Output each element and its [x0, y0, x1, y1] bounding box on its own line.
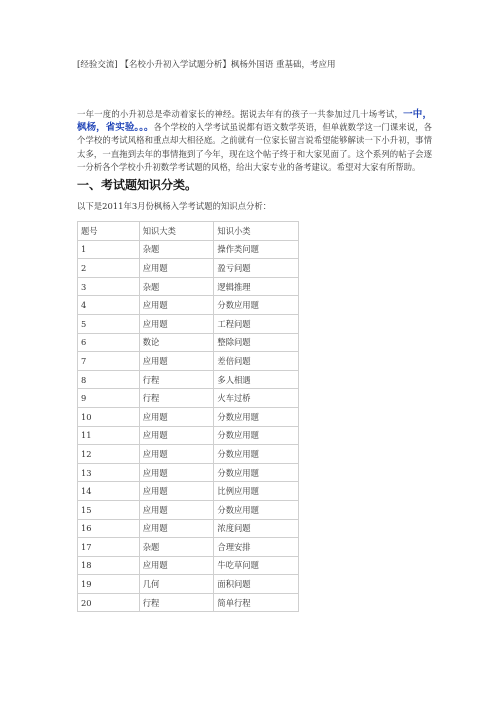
table-row [78, 426, 299, 445]
cell-category: 应用题 [139, 445, 214, 464]
intro-paragraph [77, 108, 432, 174]
cell-category: 杂题 [139, 240, 214, 259]
table-row [78, 389, 299, 408]
table-header-row [78, 222, 299, 241]
table-row [78, 463, 299, 482]
cell-number: 5 [78, 314, 140, 333]
cell-subcategory: 盈亏问题 [214, 259, 299, 278]
cell-number: 14 [78, 482, 140, 501]
cell-number: 10 [78, 407, 140, 426]
cell-subcategory: 简单行程 [214, 593, 299, 612]
cell-subcategory: 多人相遇 [214, 370, 299, 389]
cell-number: 19 [78, 575, 140, 594]
cell-number: 18 [78, 556, 140, 575]
table-row [78, 556, 299, 575]
table-row [78, 575, 299, 594]
table-row [78, 445, 299, 464]
table-row [78, 277, 299, 296]
cell-number: 15 [78, 500, 140, 519]
cell-number: 2 [78, 259, 140, 278]
cell-subcategory: 火车过桥 [214, 389, 299, 408]
cell-category: 杂题 [139, 538, 214, 557]
cell-number: 4 [78, 296, 140, 315]
cell-number: 13 [78, 463, 140, 482]
cell-category: 应用题 [139, 296, 214, 315]
header-cell-subcategory: 知识小类 [214, 222, 299, 241]
cell-category: 应用题 [139, 519, 214, 538]
intro-text-after: 各个学校的入学考试虽说都有语文数学英语，但单就数学这一门课来说，各个学校的考试风格和重点却大相径庭。之前就有一位家长留言说希望能够解读一下小升初，事情太多，一直拖到去年的事情拖到了今年，现在这个帖子终于和大家见面了。这个系列的帖子会逐一分析各个学校小升初数学考试题的风格，给出大家专业的备考建议。希望对大家有所帮助。 [77, 122, 432, 172]
cell-number: 6 [78, 333, 140, 352]
cell-category: 应用题 [139, 463, 214, 482]
cell-subcategory: 操作类问题 [214, 240, 299, 259]
cell-category: 应用题 [139, 426, 214, 445]
cell-subcategory: 分数应用题 [214, 407, 299, 426]
cell-subcategory: 分数应用题 [214, 296, 299, 315]
table-row [78, 407, 299, 426]
cell-subcategory: 分数应用题 [214, 426, 299, 445]
cell-number: 7 [78, 352, 140, 371]
cell-subcategory: 分数应用题 [214, 445, 299, 464]
header-cell-number: 题号 [78, 222, 140, 241]
cell-category: 应用题 [139, 352, 214, 371]
cell-number: 8 [78, 370, 140, 389]
knowledge-point-table [77, 221, 299, 612]
cell-category: 应用题 [139, 482, 214, 501]
cell-subcategory: 浓度问题 [214, 519, 299, 538]
table-row [78, 314, 299, 333]
header-cell-category: 知识大类 [139, 222, 214, 241]
cell-subcategory: 逻辑推理 [214, 277, 299, 296]
table-row [78, 519, 299, 538]
cell-category: 数论 [139, 333, 214, 352]
table-row [78, 500, 299, 519]
cell-category: 应用题 [139, 500, 214, 519]
cell-category: 杂题 [139, 277, 214, 296]
cell-subcategory: 差倍问题 [214, 352, 299, 371]
cell-subcategory: 比例应用题 [214, 482, 299, 501]
table-row [78, 296, 299, 315]
cell-number: 12 [78, 445, 140, 464]
cell-number: 9 [78, 389, 140, 408]
table-row [78, 333, 299, 352]
table-row [78, 240, 299, 259]
cell-category: 应用题 [139, 259, 214, 278]
cell-subcategory: 分数应用题 [214, 500, 299, 519]
cell-category: 应用题 [139, 407, 214, 426]
table-row [78, 482, 299, 501]
table-row [78, 593, 299, 612]
cell-number: 16 [78, 519, 140, 538]
table-row [78, 259, 299, 278]
cell-category: 行程 [139, 389, 214, 408]
table-row [78, 370, 299, 389]
intro-highlight: 一中，枫杨，省实验。。。 [77, 109, 432, 134]
intro-text-before: 一年一度的小升初总是牵动着家长的神经。据说去年有的孩子一共参加过几十场考试， [77, 109, 404, 119]
cell-category: 几何 [139, 575, 214, 594]
table-row [78, 352, 299, 371]
cell-subcategory: 工程问题 [214, 314, 299, 333]
cell-category: 行程 [139, 593, 214, 612]
cell-subcategory: 牛吃草问题 [214, 556, 299, 575]
cell-subcategory: 整除问题 [214, 333, 299, 352]
cell-number: 3 [78, 277, 140, 296]
cell-subcategory: 合理安排 [214, 538, 299, 557]
table-row [78, 538, 299, 557]
cell-number: 11 [78, 426, 140, 445]
cell-category: 行程 [139, 370, 214, 389]
post-header: [经验交流] 【名校小升初入学试题分析】枫杨外国语 重基础，考应用 [77, 60, 336, 70]
cell-number: 17 [78, 538, 140, 557]
cell-category: 应用题 [139, 556, 214, 575]
cell-number: 20 [78, 593, 140, 612]
cell-subcategory: 分数应用题 [214, 463, 299, 482]
cell-number: 1 [78, 240, 140, 259]
section-heading: 一、考试题知识分类。 [77, 178, 198, 192]
cell-category: 应用题 [139, 314, 214, 333]
table-caption: 以下是2011年3月份枫杨入学考试题的知识点分析： [77, 201, 272, 211]
cell-subcategory: 面积问题 [214, 575, 299, 594]
